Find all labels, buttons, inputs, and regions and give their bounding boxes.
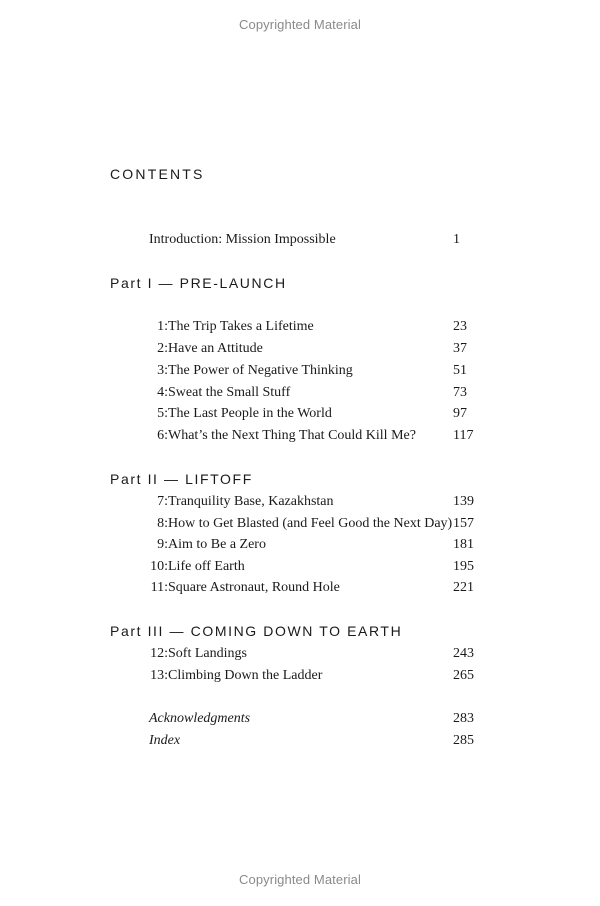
toc-entry-acknowledgments[interactable] bbox=[0, 709, 600, 729]
toc-entry-chapter-6[interactable] bbox=[0, 426, 600, 446]
entry-page: 23 bbox=[453, 319, 467, 334]
toc-entry-chapter-10[interactable] bbox=[0, 557, 600, 577]
entry-title: The Last People in the World bbox=[168, 406, 332, 421]
entry-page: 117 bbox=[453, 428, 474, 443]
chapter-number: 7: bbox=[157, 494, 168, 509]
toc-entry-chapter-9[interactable] bbox=[0, 535, 600, 555]
entry-page: 221 bbox=[453, 580, 474, 595]
chapter-number: 13: bbox=[150, 668, 168, 683]
chapter-number: 1: bbox=[157, 319, 168, 334]
watermark-top: Copyrighted Material bbox=[239, 17, 361, 32]
chapter-number: 3: bbox=[157, 363, 168, 378]
entry-title: Life off Earth bbox=[168, 559, 245, 574]
entry-title: Square Astronaut, Round Hole bbox=[168, 580, 340, 595]
entry-page: 97 bbox=[453, 406, 467, 421]
toc-entry-chapter-1[interactable] bbox=[0, 317, 600, 337]
watermark-bottom: Copyrighted Material bbox=[239, 872, 361, 887]
entry-page: 1 bbox=[453, 232, 460, 247]
entry-title: Soft Landings bbox=[168, 646, 247, 661]
entry-title: The Trip Takes a Lifetime bbox=[168, 319, 314, 334]
entry-title: What’s the Next Thing That Could Kill Me? bbox=[168, 428, 416, 443]
entry-title: Acknowledgments bbox=[149, 711, 251, 726]
toc-entry-chapter-4[interactable] bbox=[0, 383, 600, 403]
entry-page: 139 bbox=[453, 494, 474, 509]
entry-title: Tranquility Base, Kazakhstan bbox=[168, 494, 334, 509]
entry-page: 157 bbox=[453, 516, 474, 531]
toc-entry-chapter-5[interactable] bbox=[0, 404, 600, 424]
toc-entry-chapter-12[interactable] bbox=[0, 644, 600, 664]
toc-entry-chapter-7[interactable] bbox=[0, 492, 600, 512]
entry-title: Aim to Be a Zero bbox=[168, 537, 266, 552]
entry-page: 285 bbox=[453, 733, 474, 748]
chapter-number: 11: bbox=[150, 580, 168, 595]
entry-title: Climbing Down the Ladder bbox=[168, 668, 323, 683]
entry-page: 283 bbox=[453, 711, 474, 726]
chapter-number: 2: bbox=[157, 341, 168, 356]
chapter-number: 12: bbox=[150, 646, 168, 661]
chapter-number: 9: bbox=[157, 537, 168, 552]
entry-page: 243 bbox=[453, 646, 474, 661]
toc-entry-chapter-3[interactable] bbox=[0, 361, 600, 381]
chapter-number: 5: bbox=[157, 406, 168, 421]
part-heading-1: Part I — PRE-LAUNCH bbox=[110, 275, 287, 291]
entry-page: 265 bbox=[453, 668, 474, 683]
entry-title: How to Get Blasted (and Feel Good the Next Day) bbox=[168, 516, 453, 531]
part-heading-2: Part II — LIFTOFF bbox=[110, 471, 253, 487]
entry-title: Introduction: Mission Impossible bbox=[149, 232, 336, 247]
entry-page: 51 bbox=[453, 363, 467, 378]
entry-page: 195 bbox=[453, 559, 474, 574]
entry-title: Have an Attitude bbox=[168, 341, 263, 356]
entry-page: 73 bbox=[453, 385, 467, 400]
toc-entry-chapter-11[interactable] bbox=[0, 578, 600, 598]
contents-heading: CONTENTS bbox=[110, 166, 205, 182]
toc-entry-chapter-2[interactable] bbox=[0, 339, 600, 359]
part-heading-3: Part III — COMING DOWN TO EARTH bbox=[110, 623, 403, 639]
chapter-number: 4: bbox=[157, 385, 168, 400]
toc-entry-chapter-13[interactable] bbox=[0, 666, 600, 686]
toc-entry-introduction[interactable] bbox=[0, 230, 600, 250]
chapter-number: 8: bbox=[157, 516, 168, 531]
toc-entry-index[interactable] bbox=[0, 731, 600, 751]
entry-title: The Power of Negative Thinking bbox=[168, 363, 353, 378]
chapter-number: 10: bbox=[150, 559, 168, 574]
entry-page: 181 bbox=[453, 537, 474, 552]
chapter-number: 6: bbox=[157, 428, 168, 443]
entry-title: Sweat the Small Stuff bbox=[168, 385, 291, 400]
entry-title: Index bbox=[149, 733, 181, 748]
entry-page: 37 bbox=[453, 341, 467, 356]
toc-entry-chapter-8[interactable] bbox=[0, 514, 600, 534]
